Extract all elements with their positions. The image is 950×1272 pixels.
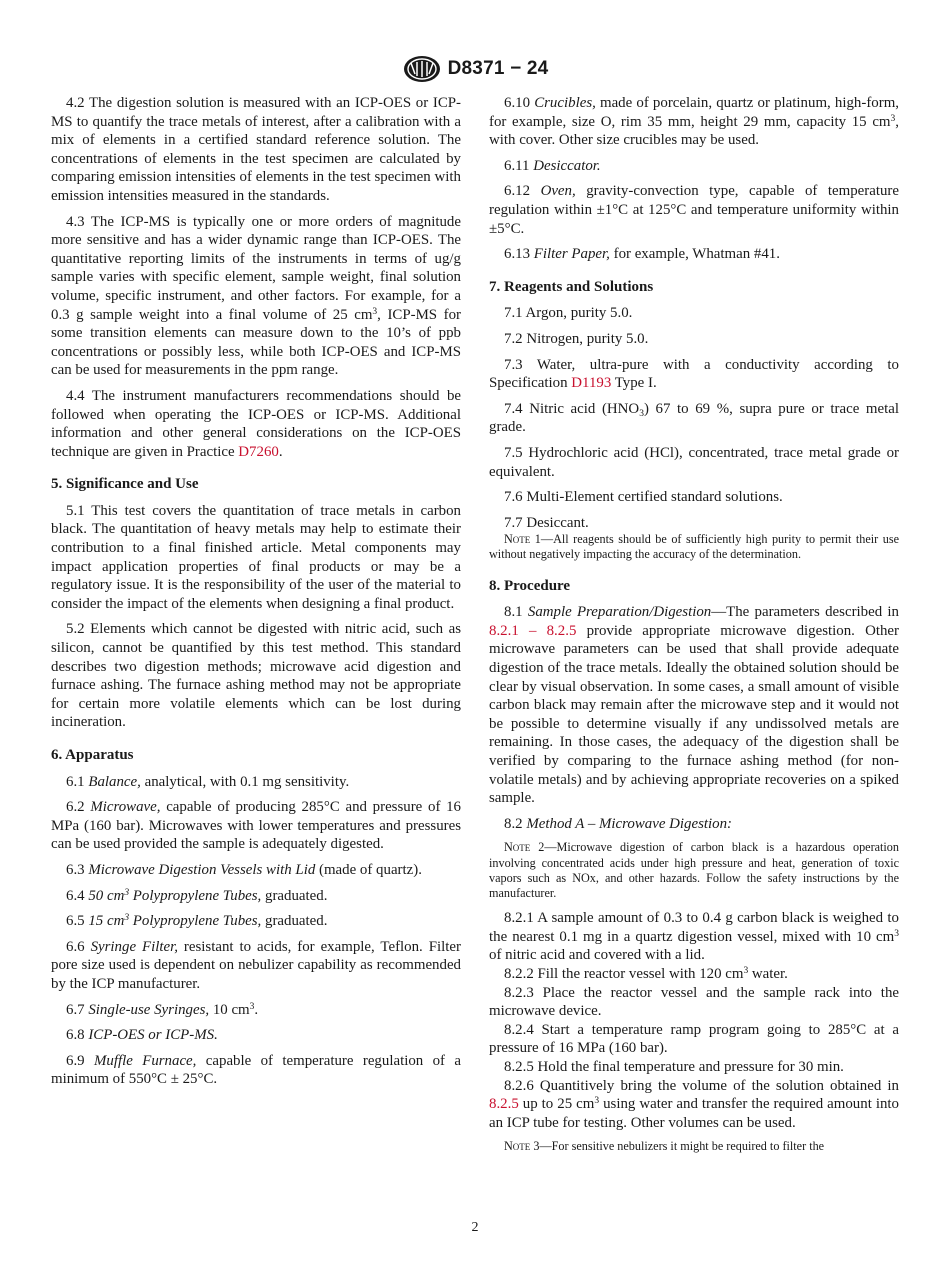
paragraph-6-12: 6.12 Oven, gravity-convection type, capable of temperature regulation within ±1°C at 125°C and temperature uniformity within ±5°C. bbox=[489, 183, 899, 237]
paragraph-8-2-1: 8.2.1 A sample amount of 0.3 to 0.4 g carbon black is weighed to the nearest 0.1 mg in a quartz digestion vessel, mixed with 10 $cm^3$ of nitric acid and covered with a lid. bbox=[489, 910, 899, 964]
note-3: Note 3—For sensitive nebulizers it might be required to filter the bbox=[504, 1139, 825, 1154]
paragraph-5-2: 5.2 Elements which cannot be digested with nitric acid, such as silicon, cannot be quantified by this test method. This standard describes two digestion methods; microwave acid digestion and furnace ashing. The furnace ashing method may not be appropriate for certain more volatile elements which can be lost during incineration. bbox=[51, 621, 461, 731]
paragraph-6-13: 6.13 Filter Paper, for example, Whatman #41. bbox=[504, 246, 780, 263]
paragraph-6-11: 6.11 Desiccator. bbox=[504, 157, 601, 174]
paragraph-8-2-5: 8.2.5 Hold the final temperature and pressure for 30 min. bbox=[504, 1058, 844, 1075]
link-d7260[interactable]: D7260 bbox=[238, 443, 279, 460]
paragraph-6-1: 6.1 Balance, analytical, with 0.1 mg sensitivity. bbox=[66, 773, 350, 790]
paragraph-6-2: 6.2 Microwave, capable of producing 285°C and pressure of 16 MPa (160 bar). Microwaves with lower temperatures and pressures can be used provided the sample is adequately digested. bbox=[51, 799, 461, 853]
page-header bbox=[0, 54, 950, 84]
right-column bbox=[489, 94, 899, 1163]
paragraph-6-10: 6.10 Crucibles, made of porcelain, quartz or platinum, high-form, for example, size O, rim 35 mm, height 29 mm, capacity 15 $cm^3$, with cover. Other size crucibles may be used. bbox=[489, 95, 899, 149]
paragraph-6-7: 6.7 Single-use Syringes, 10 $cm^3$. bbox=[66, 1001, 259, 1018]
paragraph-8-2: 8.2 Method A – Microwave Digestion: bbox=[504, 815, 733, 832]
paragraph-7-7: 7.7 Desiccant. bbox=[504, 514, 589, 531]
paragraph-7-3: 7.3 Water, ultra-pure with a conductivity according to Specification D1193 Type I. bbox=[489, 356, 899, 392]
paragraph-6-8: 6.8 ICP-OES or ICP-MS. bbox=[66, 1027, 218, 1044]
link-8-2-5[interactable]: 8.2.5 bbox=[489, 1096, 519, 1113]
paragraph-8-2-4: 8.2.4 Start a temperature ramp program going to 285°C at a pressure of 16 MPa (160 bar). bbox=[489, 1021, 899, 1057]
paragraph-7-2: 7.2 Nitrogen, purity 5.0. bbox=[504, 330, 649, 347]
paragraph-6-5: 6.5 15 $cm^3$ Polypropylene Tubes, graduated. bbox=[66, 913, 328, 930]
standard-designation: D8371 − 24 bbox=[447, 58, 549, 79]
paragraph-4-3: 4.3 The ICP-MS is typically one or more orders of magnitude more sensitive and has a wider dynamic range than ICP-OES. The quantitative reporting limits of the instruments in terms of ug/g sample varies with specific element, sample weight, final solution volume, specific instrument, and other factors. For example, for a 0.3 g sample weight into a final volume of 25 $cm^3$, ICP-MS for some transition elements can measure down to the 10’s of ppb concentrations or possibly less, while both ICP-OES and ICP-MS can be used for measurements in the ppm range. bbox=[51, 213, 461, 379]
paragraph-8-2-3: 8.2.3 Place the reactor vessel and the sample rack into the microwave device. bbox=[489, 984, 899, 1020]
section-7-heading: 7. Reagents and Solutions bbox=[489, 278, 654, 295]
paragraph-4-4: 4.4 The instrument manufacturers recommendations should be followed when operating the ICP-OES or ICP-MS. Additional information and other general considerations on the ICP-OES technique are given in Practice D7260. bbox=[51, 387, 461, 460]
paragraph-8-1: 8.1 Sample Preparation/Digestion—The parameters described in 8.2.1 – 8.2.5 provide appropriate microwave digestion. Other microwave parameters can be used that shall provide adequate digestion of the trace metals. Ideally the obtained solution should be clear by visual observation. In some cases, a small amount of visible carbon black may remain after the microwave step and it would not be possible to determine visually if any undissolved metals are remaining. In those cases, the adequacy of the digestion shall be verified by comparing to the furnace ashing method (for non-volatile metals) and by achieving appropriate recoveries on a spiked sample. bbox=[489, 604, 899, 807]
note-2: Note 2—Microwave digestion of carbon black is a hazardous operation involving concentrated acids under high pressure and heat, generation of toxic vapors such as NOx, and other hazards. Follow the safety instructions by the manufacturer. bbox=[489, 840, 899, 901]
note-1: Note 1—All reagents should be of sufficiently high purity to permit their use without negatively impacting the accuracy of the determination. bbox=[489, 532, 899, 562]
paragraph-8-2-2: 8.2.2 Fill the reactor vessel with 120 $cm^3$ water. bbox=[504, 966, 788, 982]
paragraph-5-1: 5.1 This test covers the quantitation of trace metals in carbon black. The quantitation of heavy metals may help to estimate their contribution to a final finished article. Metal components may impact application properties of final products or may be a regulatory issue. It is the responsibility of the user of the material to consider the impact of the elements when designing a final product. bbox=[51, 502, 461, 612]
left-column bbox=[51, 94, 461, 1096]
link-d1193[interactable]: D1193 bbox=[571, 375, 612, 392]
section-6-heading: 6. Apparatus bbox=[51, 747, 134, 763]
link-8-2-1-to-8-2-5[interactable]: 8.2.1 – 8.2.5 bbox=[489, 622, 577, 639]
section-8-heading: 8. Procedure bbox=[489, 577, 571, 594]
paragraph-6-3: 6.3 Microwave Digestion Vessels with Lid (made of quartz). bbox=[66, 861, 422, 878]
section-5-heading: 5. Significance and Use bbox=[51, 476, 199, 493]
paragraph-6-4: 6.4 50 $cm^3$ Polypropylene Tubes, graduated. bbox=[66, 887, 328, 904]
paragraph-7-6: 7.6 Multi-Element certified standard solutions. bbox=[504, 489, 783, 506]
paragraph-6-9: 6.9 Muffle Furnace, capable of temperature regulation of a minimum of 550°C ± 25°C. bbox=[51, 1052, 461, 1088]
paragraph-7-1: 7.1 Argon, purity 5.0. bbox=[504, 305, 633, 322]
paragraph-7-5: 7.5 Hydrochloric acid (HCl), concentrated, trace metal grade or equivalent. bbox=[489, 444, 899, 480]
paragraph-8-2-6: 8.2.6 Quantitively bring the volume of the solution obtained in 8.2.5 up to 25 $cm^3$ using water and transfer the required amount into an ICP tube for testing. Other volumes can be used. bbox=[489, 1077, 899, 1131]
paragraph-7-4: 7.4 Nitric acid $(HNO_3)$ 67 to 69 %, supra pure or trace metal grade. bbox=[489, 400, 899, 436]
astm-logo-icon bbox=[402, 54, 442, 84]
paragraph-4-2: 4.2 The digestion solution is measured with an ICP-OES or ICP-MS to quantify the trace metals of interest, after a calibration with a mix of elements in a certified standard reference solution. The concentrations of elements in the test specimen are calculated by comparing emission intensities of elements in the test specimen with emission intensities measured in the standards. bbox=[51, 95, 461, 204]
paragraph-6-6: 6.6 Syringe Filter, resistant to acids, for example, Teflon. Filter pore size used is dependent on nebulizer capability as recommended by the ICP manufacturer. bbox=[51, 938, 461, 992]
page-number: 2 bbox=[471, 1220, 479, 1235]
